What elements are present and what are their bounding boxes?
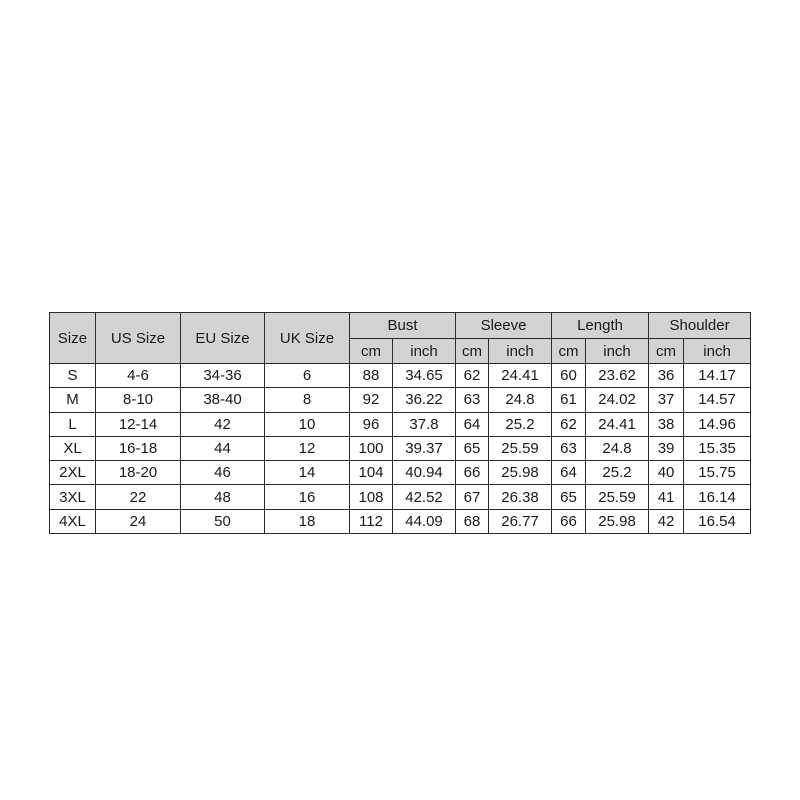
table-row [50,436,751,460]
cell-uk-size: 10 [265,412,350,436]
header-sleeve: Sleeve [456,313,552,339]
table-row [50,461,751,485]
cell-sleeve-inch: 25.2 [489,412,552,436]
table-header [50,313,751,364]
header-unit-inch: inch [684,339,751,364]
cell-shoulder-inch: 16.54 [684,509,751,533]
header-unit-cm: cm [649,339,684,364]
cell-length-inch: 25.98 [586,509,649,533]
cell-bust-inch: 34.65 [393,364,456,388]
cell-length-cm: 65 [552,485,586,509]
cell-shoulder-inch: 14.57 [684,388,751,412]
table-row [50,388,751,412]
cell-length-cm: 66 [552,509,586,533]
cell-size: M [50,388,96,412]
cell-sleeve-inch: 25.59 [489,436,552,460]
cell-eu-size: 42 [181,412,265,436]
cell-uk-size: 8 [265,388,350,412]
cell-length-inch: 25.59 [586,485,649,509]
cell-us-size: 22 [96,485,181,509]
table-row [50,412,751,436]
cell-us-size: 12-14 [96,412,181,436]
cell-sleeve-cm: 66 [456,461,489,485]
cell-shoulder-cm: 37 [649,388,684,412]
cell-shoulder-cm: 36 [649,364,684,388]
cell-size: S [50,364,96,388]
cell-shoulder-cm: 40 [649,461,684,485]
header-unit-cm: cm [552,339,586,364]
cell-length-cm: 63 [552,436,586,460]
cell-eu-size: 48 [181,485,265,509]
header-shoulder: Shoulder [649,313,751,339]
cell-shoulder-inch: 15.35 [684,436,751,460]
cell-bust-inch: 44.09 [393,509,456,533]
cell-sleeve-inch: 26.38 [489,485,552,509]
cell-sleeve-cm: 67 [456,485,489,509]
header-unit-cm: cm [456,339,489,364]
cell-eu-size: 38-40 [181,388,265,412]
cell-size: XL [50,436,96,460]
cell-us-size: 4-6 [96,364,181,388]
cell-length-inch: 23.62 [586,364,649,388]
table-row [50,364,751,388]
header-unit-inch: inch [586,339,649,364]
cell-size: 4XL [50,509,96,533]
size-chart-table [49,312,751,534]
cell-us-size: 8-10 [96,388,181,412]
header-unit-inch: inch [393,339,456,364]
cell-length-inch: 24.02 [586,388,649,412]
cell-bust-cm: 96 [350,412,393,436]
cell-length-inch: 24.8 [586,436,649,460]
cell-uk-size: 16 [265,485,350,509]
cell-bust-cm: 104 [350,461,393,485]
cell-sleeve-inch: 24.8 [489,388,552,412]
cell-bust-inch: 42.52 [393,485,456,509]
header-size: Size [50,313,96,364]
cell-length-cm: 60 [552,364,586,388]
cell-shoulder-cm: 42 [649,509,684,533]
cell-shoulder-cm: 41 [649,485,684,509]
cell-eu-size: 34-36 [181,364,265,388]
cell-size: 2XL [50,461,96,485]
cell-sleeve-cm: 68 [456,509,489,533]
header-uk-size: UK Size [265,313,350,364]
cell-us-size: 18-20 [96,461,181,485]
cell-size: 3XL [50,485,96,509]
cell-sleeve-inch: 24.41 [489,364,552,388]
table-row [50,485,751,509]
cell-us-size: 24 [96,509,181,533]
cell-bust-cm: 92 [350,388,393,412]
cell-eu-size: 50 [181,509,265,533]
cell-bust-cm: 108 [350,485,393,509]
cell-sleeve-cm: 64 [456,412,489,436]
cell-us-size: 16-18 [96,436,181,460]
header-row-groups [50,313,751,339]
cell-uk-size: 6 [265,364,350,388]
cell-size: L [50,412,96,436]
header-length: Length [552,313,649,339]
cell-shoulder-cm: 39 [649,436,684,460]
cell-shoulder-inch: 14.17 [684,364,751,388]
header-eu-size: EU Size [181,313,265,364]
cell-length-inch: 25.2 [586,461,649,485]
cell-shoulder-inch: 15.75 [684,461,751,485]
cell-shoulder-inch: 14.96 [684,412,751,436]
header-unit-cm: cm [350,339,393,364]
cell-uk-size: 12 [265,436,350,460]
cell-bust-inch: 39.37 [393,436,456,460]
cell-sleeve-cm: 63 [456,388,489,412]
cell-shoulder-inch: 16.14 [684,485,751,509]
cell-bust-inch: 37.8 [393,412,456,436]
cell-bust-inch: 36.22 [393,388,456,412]
cell-eu-size: 46 [181,461,265,485]
cell-length-cm: 62 [552,412,586,436]
cell-eu-size: 44 [181,436,265,460]
header-bust: Bust [350,313,456,339]
cell-sleeve-inch: 26.77 [489,509,552,533]
cell-sleeve-cm: 65 [456,436,489,460]
cell-shoulder-cm: 38 [649,412,684,436]
cell-uk-size: 18 [265,509,350,533]
cell-uk-size: 14 [265,461,350,485]
cell-length-cm: 64 [552,461,586,485]
cell-sleeve-inch: 25.98 [489,461,552,485]
table-body [50,364,751,534]
header-unit-inch: inch [489,339,552,364]
cell-bust-cm: 100 [350,436,393,460]
table-row [50,509,751,533]
cell-bust-cm: 112 [350,509,393,533]
cell-bust-inch: 40.94 [393,461,456,485]
cell-length-cm: 61 [552,388,586,412]
cell-sleeve-cm: 62 [456,364,489,388]
cell-bust-cm: 88 [350,364,393,388]
header-us-size: US Size [96,313,181,364]
cell-length-inch: 24.41 [586,412,649,436]
